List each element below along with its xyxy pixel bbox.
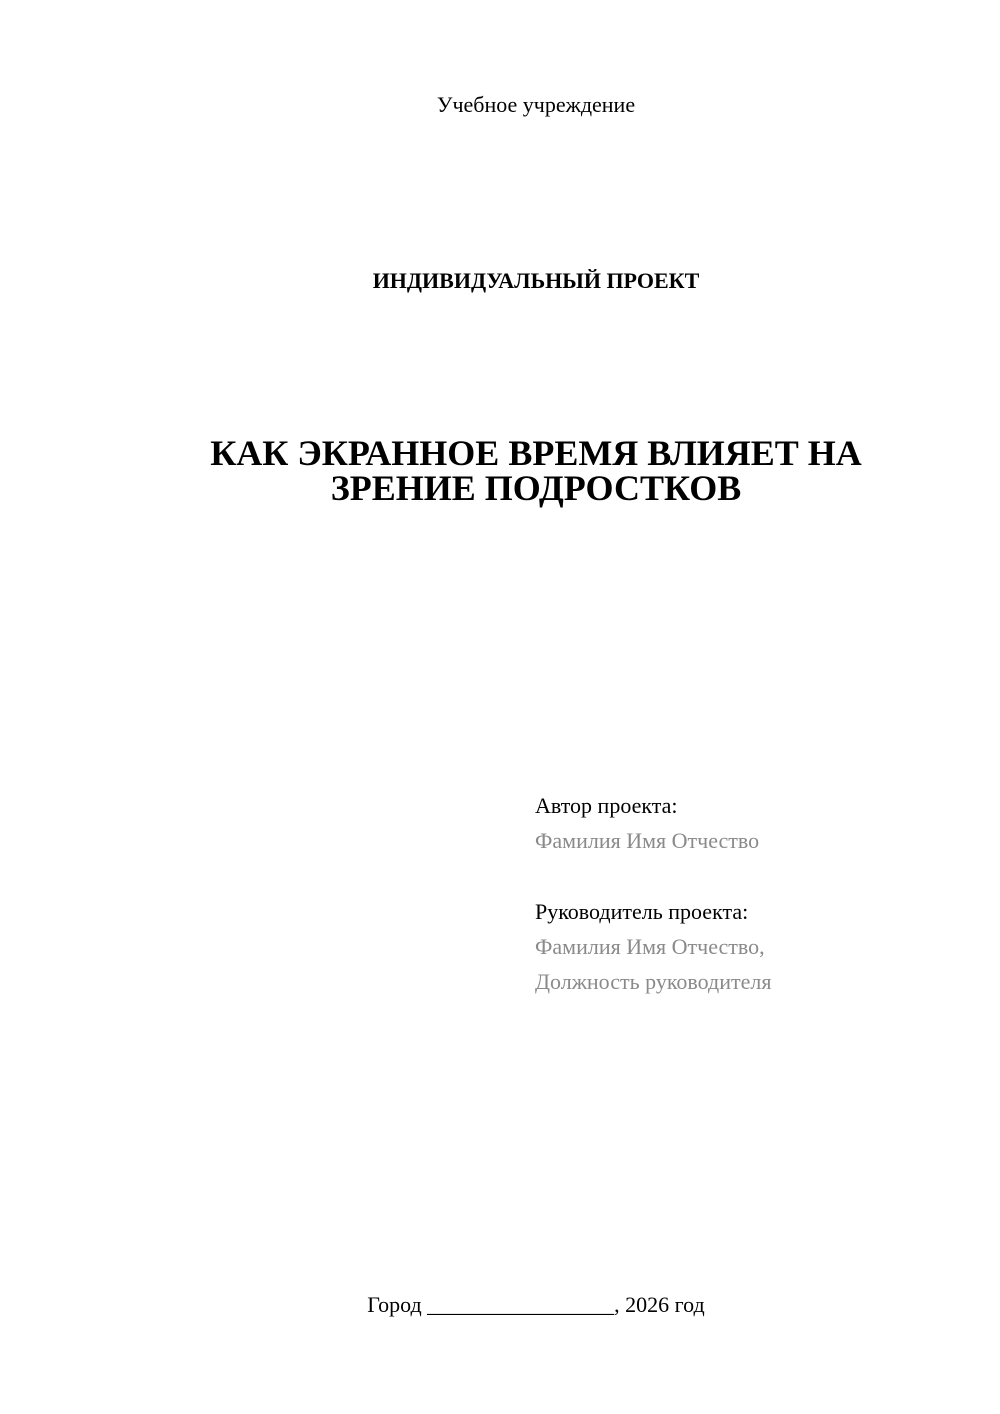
project-title <box>150 433 922 508</box>
supervisor-position: Должность руководителя <box>535 969 772 994</box>
author-name: Фамилия Имя Отчество <box>535 828 760 853</box>
credits-block <box>535 788 975 999</box>
author-label: Автор проекта: <box>535 793 678 818</box>
year-label: , 2026 год <box>614 1292 705 1317</box>
supervisor-label: Руководитель проекта: <box>535 899 749 924</box>
city-blank: _________________ <box>427 1292 615 1317</box>
institution-name: Учебное учреждение <box>436 92 636 117</box>
credits-spacer <box>535 858 975 894</box>
project-title-line-1: КАК ЭКРАННОЕ ВРЕМЯ ВЛИЯЕТ НА <box>210 433 862 473</box>
project-title-line-2: ЗРЕНИЕ ПОДРОСТКОВ <box>330 468 742 508</box>
supervisor-name: Фамилия Имя Отчество, <box>535 934 765 959</box>
city-label: Город <box>367 1292 422 1317</box>
city-year-line <box>0 1290 1000 1320</box>
document-type: ИНДИВИДУАЛЬНЫЙ ПРОЕКТ <box>372 268 700 293</box>
